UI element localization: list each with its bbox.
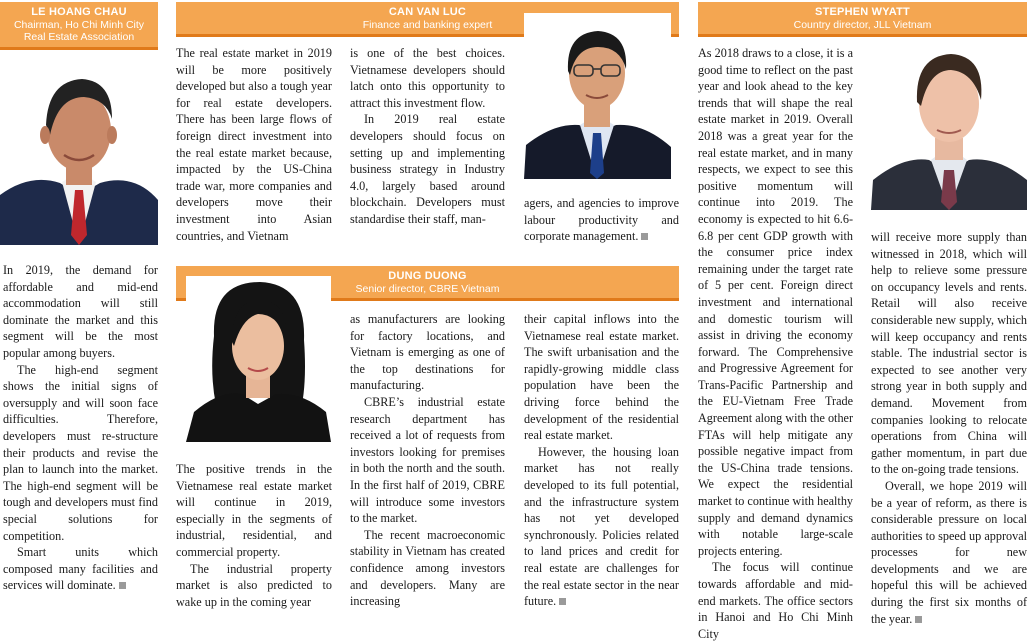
article-le-hoang-chau	[3, 262, 158, 594]
person-name: CAN VAN LUC	[388, 6, 467, 18]
header-stephen-wyatt	[698, 2, 1027, 37]
paragraph: The real estate market in 2019 will be more positively developed but also a tough year for real estate developers. There has been large flows of foreign direct investment into the real estate market because, impacted by the US-China trade war, more companies and developers move their investment into Asian countries, and Vietnam	[176, 46, 332, 243]
portrait-le-hoang-chau	[0, 55, 158, 245]
paragraph: will receive more supply than witnessed in 2018, which will help to relieve some pressure on occupancy levels and rents. Retail will also receive considerable new supply, which will keep occupancy and rents stable. The industrial sector is expected to see another very strong year in both supply and demand. Movement from companies looking to relocate operations from China will gather momentum, in part due to the on-going trade tensions.	[871, 230, 1027, 477]
article-can-van-luc-col1	[176, 45, 332, 244]
article-dung-duong-col2	[350, 311, 505, 610]
paragraph-text: Overall, we hope 2019 will be a year of reform, as there is considerable pressure on local authorities to speed up approval processes for new developments and we are hopeful this will be achieved during the first six months of the year.	[871, 478, 1027, 626]
paragraph: The focus will continue towards affordable and mid-end markets. The office sectors in Hanoi and Ho Chi Minh City	[698, 560, 853, 641]
person-role: Chairman, Ho Chi Minh City	[13, 19, 145, 31]
person-name: STEPHEN WYATT	[815, 6, 910, 18]
article-can-van-luc-col2	[350, 45, 505, 228]
person-role: Senior director, CBRE Vietnam	[355, 283, 500, 295]
paragraph	[3, 544, 158, 594]
person-role: Finance and banking expert	[362, 19, 493, 31]
end-mark-icon	[119, 582, 126, 589]
end-mark-icon	[641, 233, 648, 240]
paragraph: As 2018 draws to a close, it is a good time to reflect on the past year and look ahead to the key trends that will shape the real estate market in 2019. Overall 2018 was a great year for the real estate market, and in many respects, we expect to see this positive momentum will continue into 2019. The economy is expected to hit 6.6-6.8 per cent GDP growth with the consumer price index remaining under the target rate of 5 per cent. Foreign direct investment and international and domestic tourism will assist in driving the economy forward. The Comprehensive and Progressive Agreement for Trans-Pacific Partnership and the EU-Vietnam Free Trade Agreement along with the other FTAs will help mitigate any possible negative impact from the US-China trade tensions. We expect the residential market to continue with healthy supply and demand dynamics with notable large-scale projects entering.	[698, 46, 854, 558]
article-dung-duong-col1	[176, 461, 332, 610]
paragraph: CBRE’s industrial estate research department has received a lot of requests from investors looking for premises in both the north and the south. In the first half of 2019, CBRE will introduce some investors to the market.	[350, 394, 505, 526]
paragraph	[524, 195, 679, 245]
end-mark-icon	[559, 598, 566, 605]
article-can-van-luc-col3	[524, 195, 679, 245]
paragraph	[871, 478, 1027, 627]
article-stephen-wyatt-col2	[871, 229, 1027, 627]
end-mark-icon	[915, 616, 922, 623]
portrait-stephen-wyatt	[871, 40, 1027, 210]
paragraph: In 2019 real estate developers should focus on setting up and implementing business strategy in Industry 4.0, largely based around blockchain. Developers must standardise their staff, man-	[350, 112, 505, 226]
paragraph: The high-end segment shows the initial signs of oversupply and will soon face difficulties. Therefore, developers must re-structure their products and revise the plan to launch into the market. The high-end segment will be tough and developers must find special solutions for competition.	[3, 362, 158, 543]
paragraph: The positive trends in the Vietnamese real estate market will continue in 2019, especially in the segments of industrial, residential, and commercial property.	[176, 462, 332, 559]
person-name: LE HOANG CHAU	[31, 6, 127, 18]
paragraph: In 2019, the demand for affordable and mid-end accommodation will still dominate the market and this segment will be the most popular among buyers.	[3, 263, 158, 360]
paragraph: their capital inflows into the Vietnamese real estate market. The swift urbanisation and the rapidly-growing middle class population have been the driving force behind the development of the residential real estate market.	[524, 312, 679, 443]
paragraph: The recent macroeconomic stability in Vietnam has created confidence among investors and developers. Many are increasing	[350, 527, 505, 609]
person-role: Real Estate Association	[23, 31, 135, 43]
article-dung-duong-col3	[524, 311, 679, 610]
paragraph	[524, 444, 679, 610]
header-le-hoang-chau	[0, 2, 158, 50]
paragraph: as manufacturers are looking for factory locations, and Vietnam is emerging as one of the top destinations for manufacturing.	[350, 312, 505, 393]
paragraph: is one of the best choices. Vietnamese developers should latch onto this opportunity to attract this investment flow.	[350, 46, 505, 110]
paragraph-text: However, the housing loan market has not really developed to its full potential, and the infrastructure system has not yet developed synchronously. Policies related to land prices and credit for real estate are challenges for the real estate sector in the near future.	[524, 444, 679, 609]
portrait-can-van-luc	[524, 13, 671, 179]
article-stephen-wyatt-col1	[698, 45, 853, 642]
paragraph: The industrial property market is also predicted to wake up in the coming year	[176, 561, 332, 609]
paragraph-text: agers, and agencies to improve labour productivity and corporate management.	[524, 196, 679, 244]
paragraph-text: Smart units which composed many facilities and services will dominate.	[3, 545, 158, 593]
person-role: Country director, JLL Vietnam	[793, 19, 932, 31]
person-name: DUNG DUONG	[388, 270, 467, 282]
portrait-dung-duong	[186, 276, 331, 442]
